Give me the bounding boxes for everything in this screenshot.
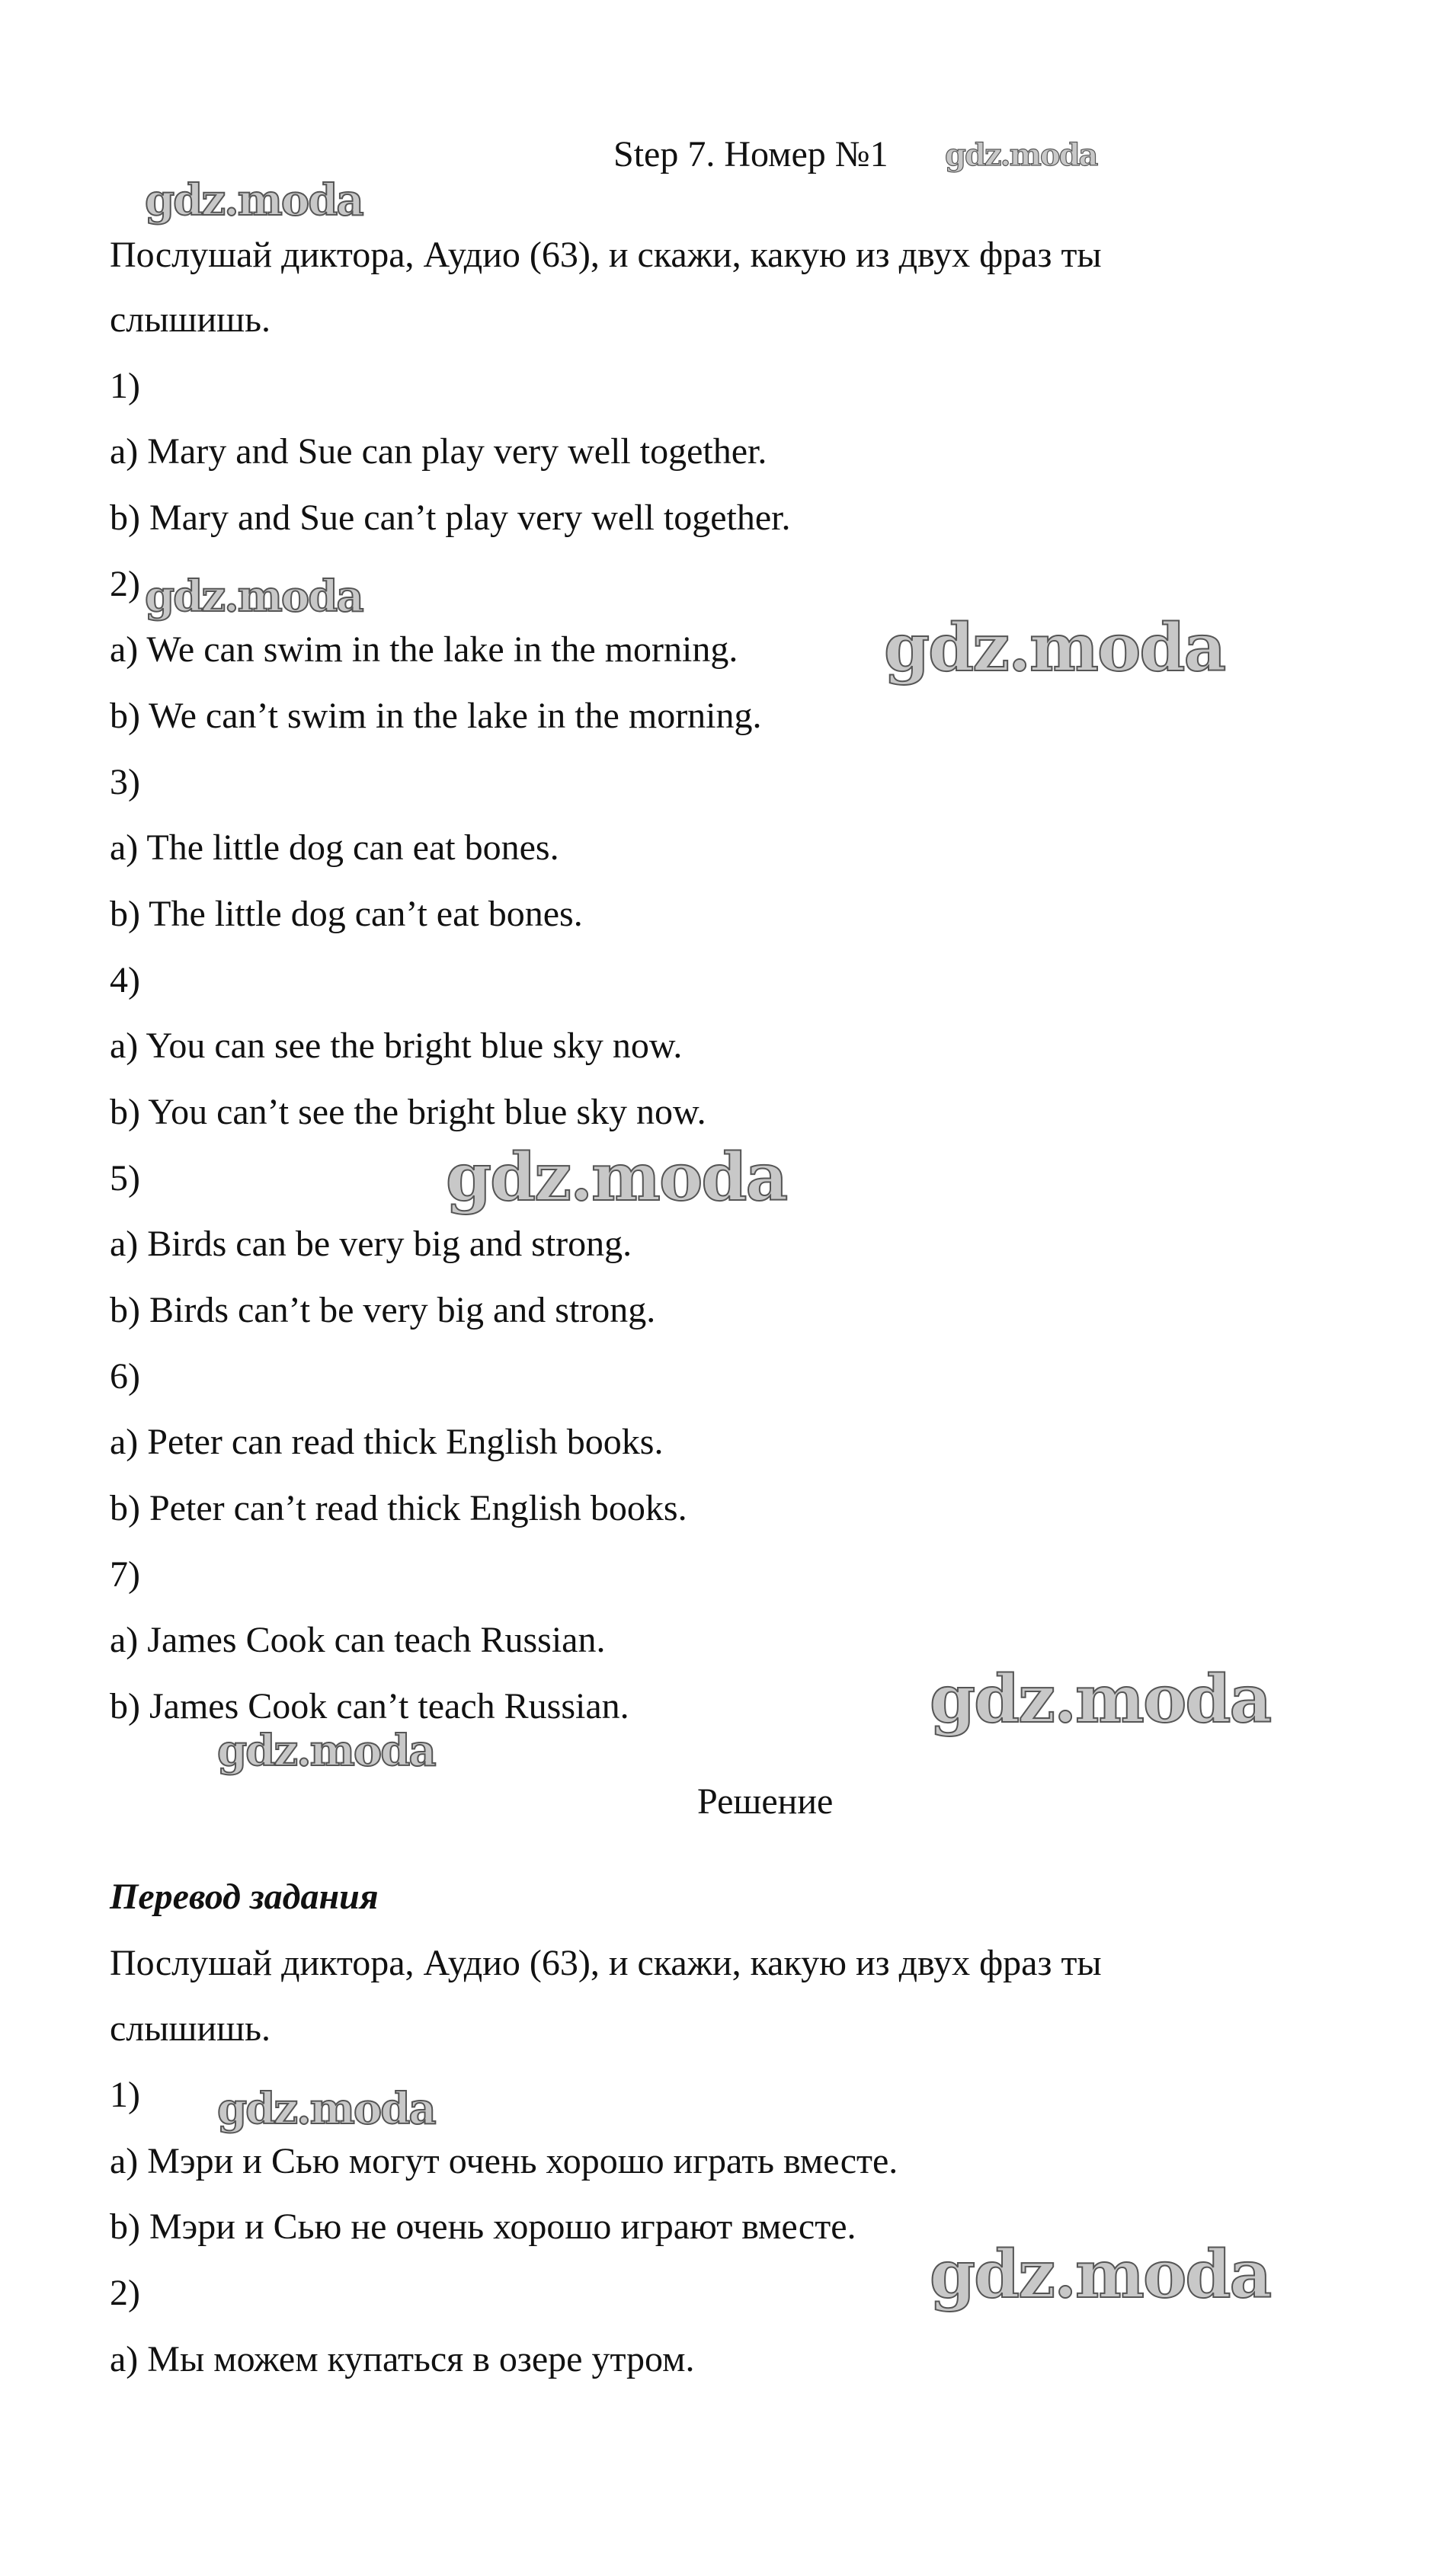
task-instruction-line-2: слышишь. [110,299,271,340]
watermark: gdz.moda [145,175,363,226]
translation-option-a: a) Мэри и Сью могут очень хорошо играть вместе. [110,2141,898,2181]
item-number: 6) [110,1356,140,1397]
translation-instruction-line-2: слышишь. [110,2008,271,2049]
option-b: b) You can’t see the bright blue sky now. [110,1092,706,1132]
option-b: b) Birds can’t be very big and strong. [110,1290,656,1330]
item-number: 1) [110,2075,140,2115]
option-b: b) We can’t swim in the lake in the morning. [110,696,762,736]
translation-option-a: a) Мы можем купаться в озере утром. [110,2339,695,2379]
option-a: a) James Cook can teach Russian. [110,1620,606,1660]
item-number: 7) [110,1554,140,1595]
watermark: gdz.moda [945,137,1097,173]
item-number: 2) [110,2273,140,2313]
option-b: b) Mary and Sue can’t play very well together. [110,498,791,538]
solution-heading: Решение [697,1781,834,1822]
item-number: 2) [110,564,140,604]
watermark: gdz.moda [884,610,1225,686]
watermark: gdz.moda [446,1139,787,1216]
translation-heading: Перевод задания [110,1877,379,1917]
option-a: a) Birds can be very big and strong. [110,1224,632,1264]
watermark: gdz.moda [930,2236,1271,2313]
watermark: gdz.moda [145,571,363,622]
option-b: b) James Cook can’t teach Russian. [110,1686,629,1726]
translation-instruction-line-1: Послушай диктора, Аудио (63), и скажи, какую из двух фраз ты [110,1943,1102,1983]
option-b: b) The little dog can’t eat bones. [110,894,583,934]
watermark: gdz.moda [217,2084,435,2134]
option-a: a) Mary and Sue can play very well together. [110,431,767,472]
item-number: 4) [110,960,140,1000]
option-a: a) You can see the bright blue sky now. [110,1026,683,1066]
item-number: 1) [110,366,140,406]
task-instruction-line-1: Послушай диктора, Аудио (63), и скажи, какую из двух фраз ты [110,235,1102,275]
watermark: gdz.moda [217,1726,435,1776]
option-a: a) We can swim in the lake in the morning. [110,629,738,670]
option-a: a) Peter can read thick English books. [110,1422,664,1462]
page-title: Step 7. Номер №1 [613,134,888,174]
option-b: b) Peter can’t read thick English books. [110,1488,687,1528]
translation-option-b: b) Мэри и Сью не очень хорошо играют вместе. [110,2206,856,2247]
item-number: 5) [110,1158,140,1198]
item-number: 3) [110,762,140,802]
watermark: gdz.moda [930,1661,1271,1738]
option-a: a) The little dog can eat bones. [110,827,559,868]
